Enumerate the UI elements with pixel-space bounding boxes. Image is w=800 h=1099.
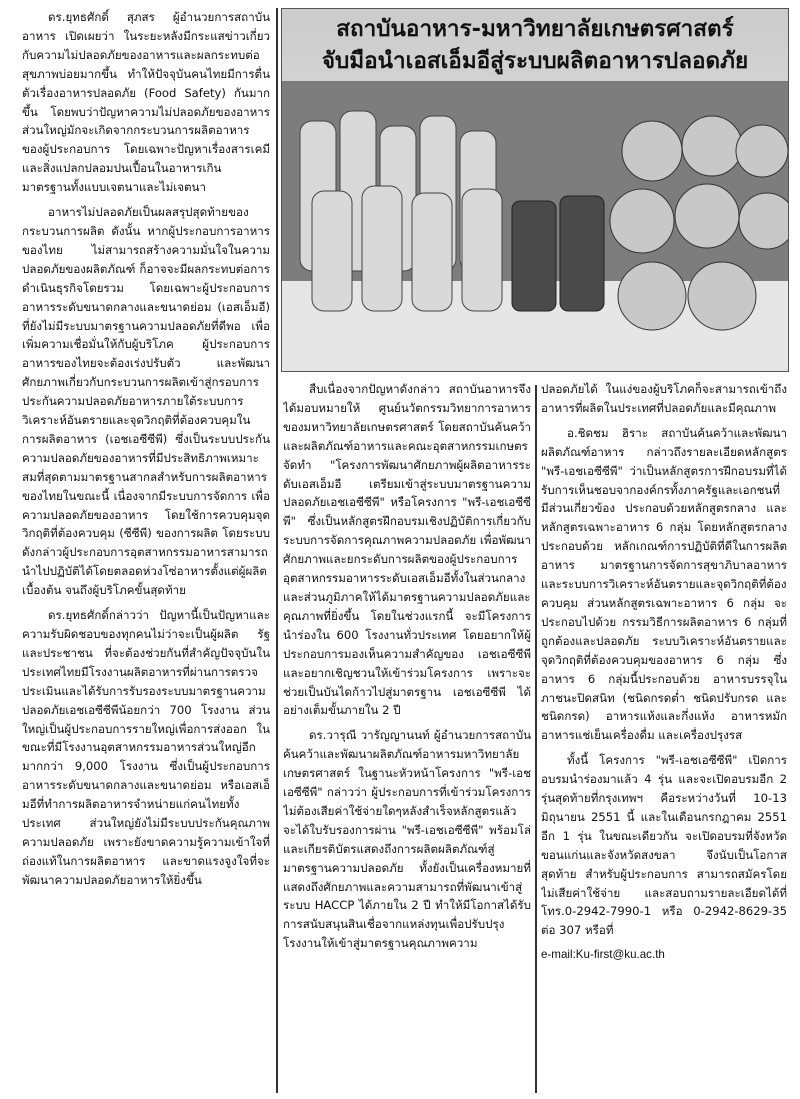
paragraph: ทั้งนี้ โครงการ "พรี-เอชเอซีซีพี" เปิดการอบรมนำร่องมาแล้ว 4 รุ่น และจะเปิดอบรมอีก 2 รุ่นสุดท้ายที่กรุงเทพฯ คือระหว่างวันที่ 10-13 มิถุนายน 2551 นี้ และในเดือนกรกฎาคม 2551 อีก 1 รุ่น ในขณะเดียวกัน จะเปิดอบรมที่จังหวัดขอนแก่นและจังหวัดสงขลา จึงนับเป็นโอกาสสุดท้าย สำหรับผู้ประกอบการ สามารถสมัครโดยไม่เสียค่าใช้จ่าย และสอบถามรายละเอียดได้ที่โทร.0-2942-7990-1 หรือ 0-2942-8629-35 ต่อ 307 หรือที่	[541, 753, 787, 938]
headline-line-2: จับมือนำเอสเอ็มอีสู่ระบบผลิตอาหารปลอดภัย	[321, 48, 749, 74]
paragraph: อ.ชิดชม ฮิราะ สถาบันค้นคว้าและพัฒนาผลิตภัณฑ์อาหาร กล่าวถึงรายละเอียดหลักสูตร "พรี-เอชเอซีซีพี" ว่าเป็นหลักสูตรการฝึกอบรมที่ได้รับการเห็นชอบจากองค์กรทั้งภาครัฐและเอกชนที่มีส่วนเกี่ยวข้อง ประกอบด้วยหลักสูตรกลาง และหลักสูตรเฉพาะอาหาร 6 กลุ่ม โดยหลักสูตรกลาง ประกอบด้วย หลักเกณฑ์การปฏิบัติที่ดีในการผลิตอาหาร มาตรฐานการจัดการสุขาภิบาลอาหาร และระบบการวิเคราะห์อันตรายและจุดวิกฤติที่ต้องควบคุม ส่วนหลักสูตรเฉพาะอาหาร 6 กลุ่ม จะประกอบไปด้วย กรรมวิธีการผลิตอาหาร 6 กลุ่มที่ถูกต้องและปลอดภัย ระบบวิเคราะห์อันตรายและจุดวิกฤติที่ต้องควบคุมของอาหาร 6 กลุ่ม ซึ่งอาหาร 6 กลุ่มนี้ประกอบด้วย อาหารบรรจุในภาชนะปิดสนิท (ชนิดกรดต่ำ ชนิดปรับกรด และชนิดกรด) อาหารแห้งและกึ่งแห้ง อาหารหมัก อาหารแช่เย็นเครื่องดื่ม และเครื่องปรุงรส	[541, 425, 787, 743]
paragraph: ดร.ยุทธศักดิ์ สุภสร ผู้อำนวยการสถาบันอาหาร เปิดเผยว่า ในระยะหลังมีกระแสข่าวเกี่ยวกับความไม่ปลอดภัยของอาหารและผลกระทบต่อสุขภาพบ่อยมากขึ้น ทำให้ปัจจุบันคนไทยมีการตื่นตัวเรื่องอาหารปลอดภัย (Food Safety) กันมากขึ้น โดยพบว่าปัญหาความไม่ปลอดภัยของอาหารส่วนใหญ่มักจะเกิดจากกระบวนการผลิตอาหารของผู้ประกอบการ โดยเฉพาะปัญหาเรื่องสารเคมีและสิ่งแปลกปลอมปนเปื้อนในอาหารเกินมาตรฐานทั้งแบบเจตนาและไม่เจตนา	[22, 10, 270, 195]
article-header-photo	[281, 8, 789, 372]
paragraph: ปลอดภัยได้ ในแง่ของผู้บริโภคก็จะสามารถเข้าถึงอาหารที่ผลิตในประเทศที่ปลอดภัยและมีคุณภาพ	[541, 382, 787, 415]
article-column-1	[22, 8, 270, 1093]
paragraph: ดร.วารุณี วารัญญานนท์ ผู้อำนวยการสถาบันค้นคว้าและพัฒนาผลิตภัณฑ์อาหารมหาวิทยาลัยเกษตรศาสตร์ ในฐานะหัวหน้าโครงการ "พรี-เอชเอซีซีพี" กล่าวว่า ผู้ประกอบการที่เข้าร่วมโครงการไม่ต้องเสียค่าใช้จ่ายใดๆหลังสำเร็จหลักสูตรแล้ว จะได้ใบรับรองการผ่าน "พรี-เอชเอซีซีพี" พร้อมโล่และเกียรติบัตรแสดงถึงการผลิตผลิตภัณฑ์สู่มาตรฐานความปลอดภัย ทั้งยังเป็นเครื่องหมายที่แสดงถึงศักยภาพและความสามารถที่พัฒนาเข้าสู่ระบบ HACCP ได้ภายใน 2 ปี ทำให้มีโอกาสได้รับการสนับสนุนสินเชื่อจากแหล่งทุนเพื่อปรับปรุงโรงงานให้เข้าสู่มาตรฐานคุณภาพความ	[283, 728, 531, 951]
article-column-2	[283, 380, 531, 1093]
contact-email: e-mail:Ku-first@ku.ac.th	[541, 948, 665, 962]
paragraph: ดร.ยุทธศักดิ์กล่าวว่า ปัญหานี้เป็นปัญหาและความรับผิดชอบของทุกคนไม่ว่าจะเป็นผู้ผลิต รัฐ และประชาชน ที่จะต้องช่วยกันที่สำคัญปัจจุบันในประเทศไทยมีโรงงานผลิตอาหารที่ผ่านการตรวจประเมินและได้รับการรับรองระบบมาตรฐานความปลอดภัยเอชเอซีซีพีน้อยกว่า 700 โรงงาน ส่วนใหญ่เป็นผู้ประกอบการรายใหญ่เพื่อการส่งออก ในขณะที่มีโรงงานอุตสาหกรรมอาหารส่วนใหญ่อีกมากกว่า 9,000 โรงงาน ซึ่งเป็นผู้ประกอบการอาหารระดับขนาดกลางและขนาดย่อม หรือเอสเอ็มอีที่ทำการผลิตอาหารจำหน่ายแก่คนไทยทั้งประเทศ ส่วนใหญ่ยังไม่มีระบบประกันคุณภาพความปลอดภัย เพราะยังขาดความรู้ความเข้าใจที่ถ่องแท้ในการผลิตอาหาร และขาดแรงจูงใจที่จะพัฒนาความปลอดภัยอาหารให้ยิ่งขึ้น	[22, 608, 270, 887]
article-column-3	[541, 380, 787, 1093]
paragraph: อาหารไม่ปลอดภัยเป็นผลสรุปสุดท้ายของกระบวนการผลิต ดังนั้น หากผู้ประกอบการอาหารของไทย ไม่สามารถสร้างความมั่นใจในความปลอดภัยของผลิตภัณฑ์ ก็อาจจะมีผลกระทบต่อการดำเนินธุรกิจโดยรวม โดยเฉพาะผู้ประกอบการอาหารระดับขนาดกลางและขนาดย่อม (เอสเอ็มอี) ที่ยังไม่มีระบบมาตรฐานความปลอดภัยที่ดีพอ เพื่อเพิ่มความเชื่อมั่นให้กับผู้บริโภค ผู้ประกอบการอาหารของไทยจะต้องเร่งปรับตัว และพัฒนาศักยภาพเกี่ยวกับกระบวนการผลิตเข้าสู่กรอบการประกันความปลอดภัยอาหารภายใต้ระบบการวิเคราะห์อันตรายและจุดวิกฤติที่ต้องควบคุมในการผลิตอาหาร (เอชเอซีซีพี) ซึ่งเป็นระบบประกันความปลอดภัยของอาหารที่มีประสิทธิภาพเหมาะสมที่สุดตามมาตรฐานสากลสำหรับการผลิตอาหารของไทยในขณะนี้ เนื่องจากมีระบบการจัดการ เพื่อความปลอดภัยของอาหาร โดยใช้การควบคุมจุดวิกฤติที่ต้องควบคุม (ซีซีพี) ของการผลิต โดยระบบดังกล่าวผู้ประกอบการอุตสาหกรรมอาหารสามารถนำไปปฏิบัติได้โดยตลอดห่วงโซ่อาหารตั้งแต่ผู้ผลิตเบื้องต้น จนถึงผู้บริโภคขั้นสุดท้าย	[22, 205, 270, 598]
headline-line-1: สถาบันอาหาร-มหาวิทยาลัยเกษตรศาสตร์	[336, 16, 734, 42]
paragraph: สืบเนื่องจากปัญหาดังกล่าว สถาบันอาหารจึงได้มอบหมายให้ ศูนย์นวัตกรรมวิทยาการอาหารของมหาวิทยาลัยเกษตรศาสตร์ โดยสถาบันค้นคว้าและผลิตภัณฑ์อาหารและคณะอุตสาหกรรมเกษตร จัดทำ "โครงการพัฒนาศักยภาพผู้ผลิตอาหารระดับเอสเอ็มอี เตรียมเข้าสู่ระบบมาตรฐานความปลอดภัยเอชเอซีซีพี" หรือโครงการ "พรี-เอชเอซีซีพี" ซึ่งเป็นหลักสูตรฝึกอบรมเชิงปฏิบัติการเกี่ยวกับระบบการจัดการคุณภาพความปลอดภัย เพื่อพัฒนาศักยภาพและยกระดับการผลิตของผู้ประกอบการอุตสาหกรรมอาหารระดับเอสเอ็มอีทั้งในส่วนกลางและส่วนภูมิภาคให้ได้มาตรฐานความปลอดภัยและคุณภาพที่ยิ่งขึ้น โดยในช่วงแรกนี้ จะมีโครงการนำร่องใน 600 โรงงานทั่วประเทศ โดยอยากให้ผู้ประกอบการมองเห็นความสำคัญของ เอชเอซีซีพี และอยากเชิญชวนให้เข้าร่วมโครงการ เพราะจะช่วยเป็นบันไดก้าวไปสู่มาตรฐาน เอชเอซีซีพี ได้อย่างเต็มขั้นภายใน 2 ปี	[283, 382, 531, 718]
column-divider	[276, 8, 278, 1093]
headline	[282, 9, 788, 81]
column-divider	[535, 385, 537, 1093]
food-products-photo-icon	[282, 81, 788, 371]
